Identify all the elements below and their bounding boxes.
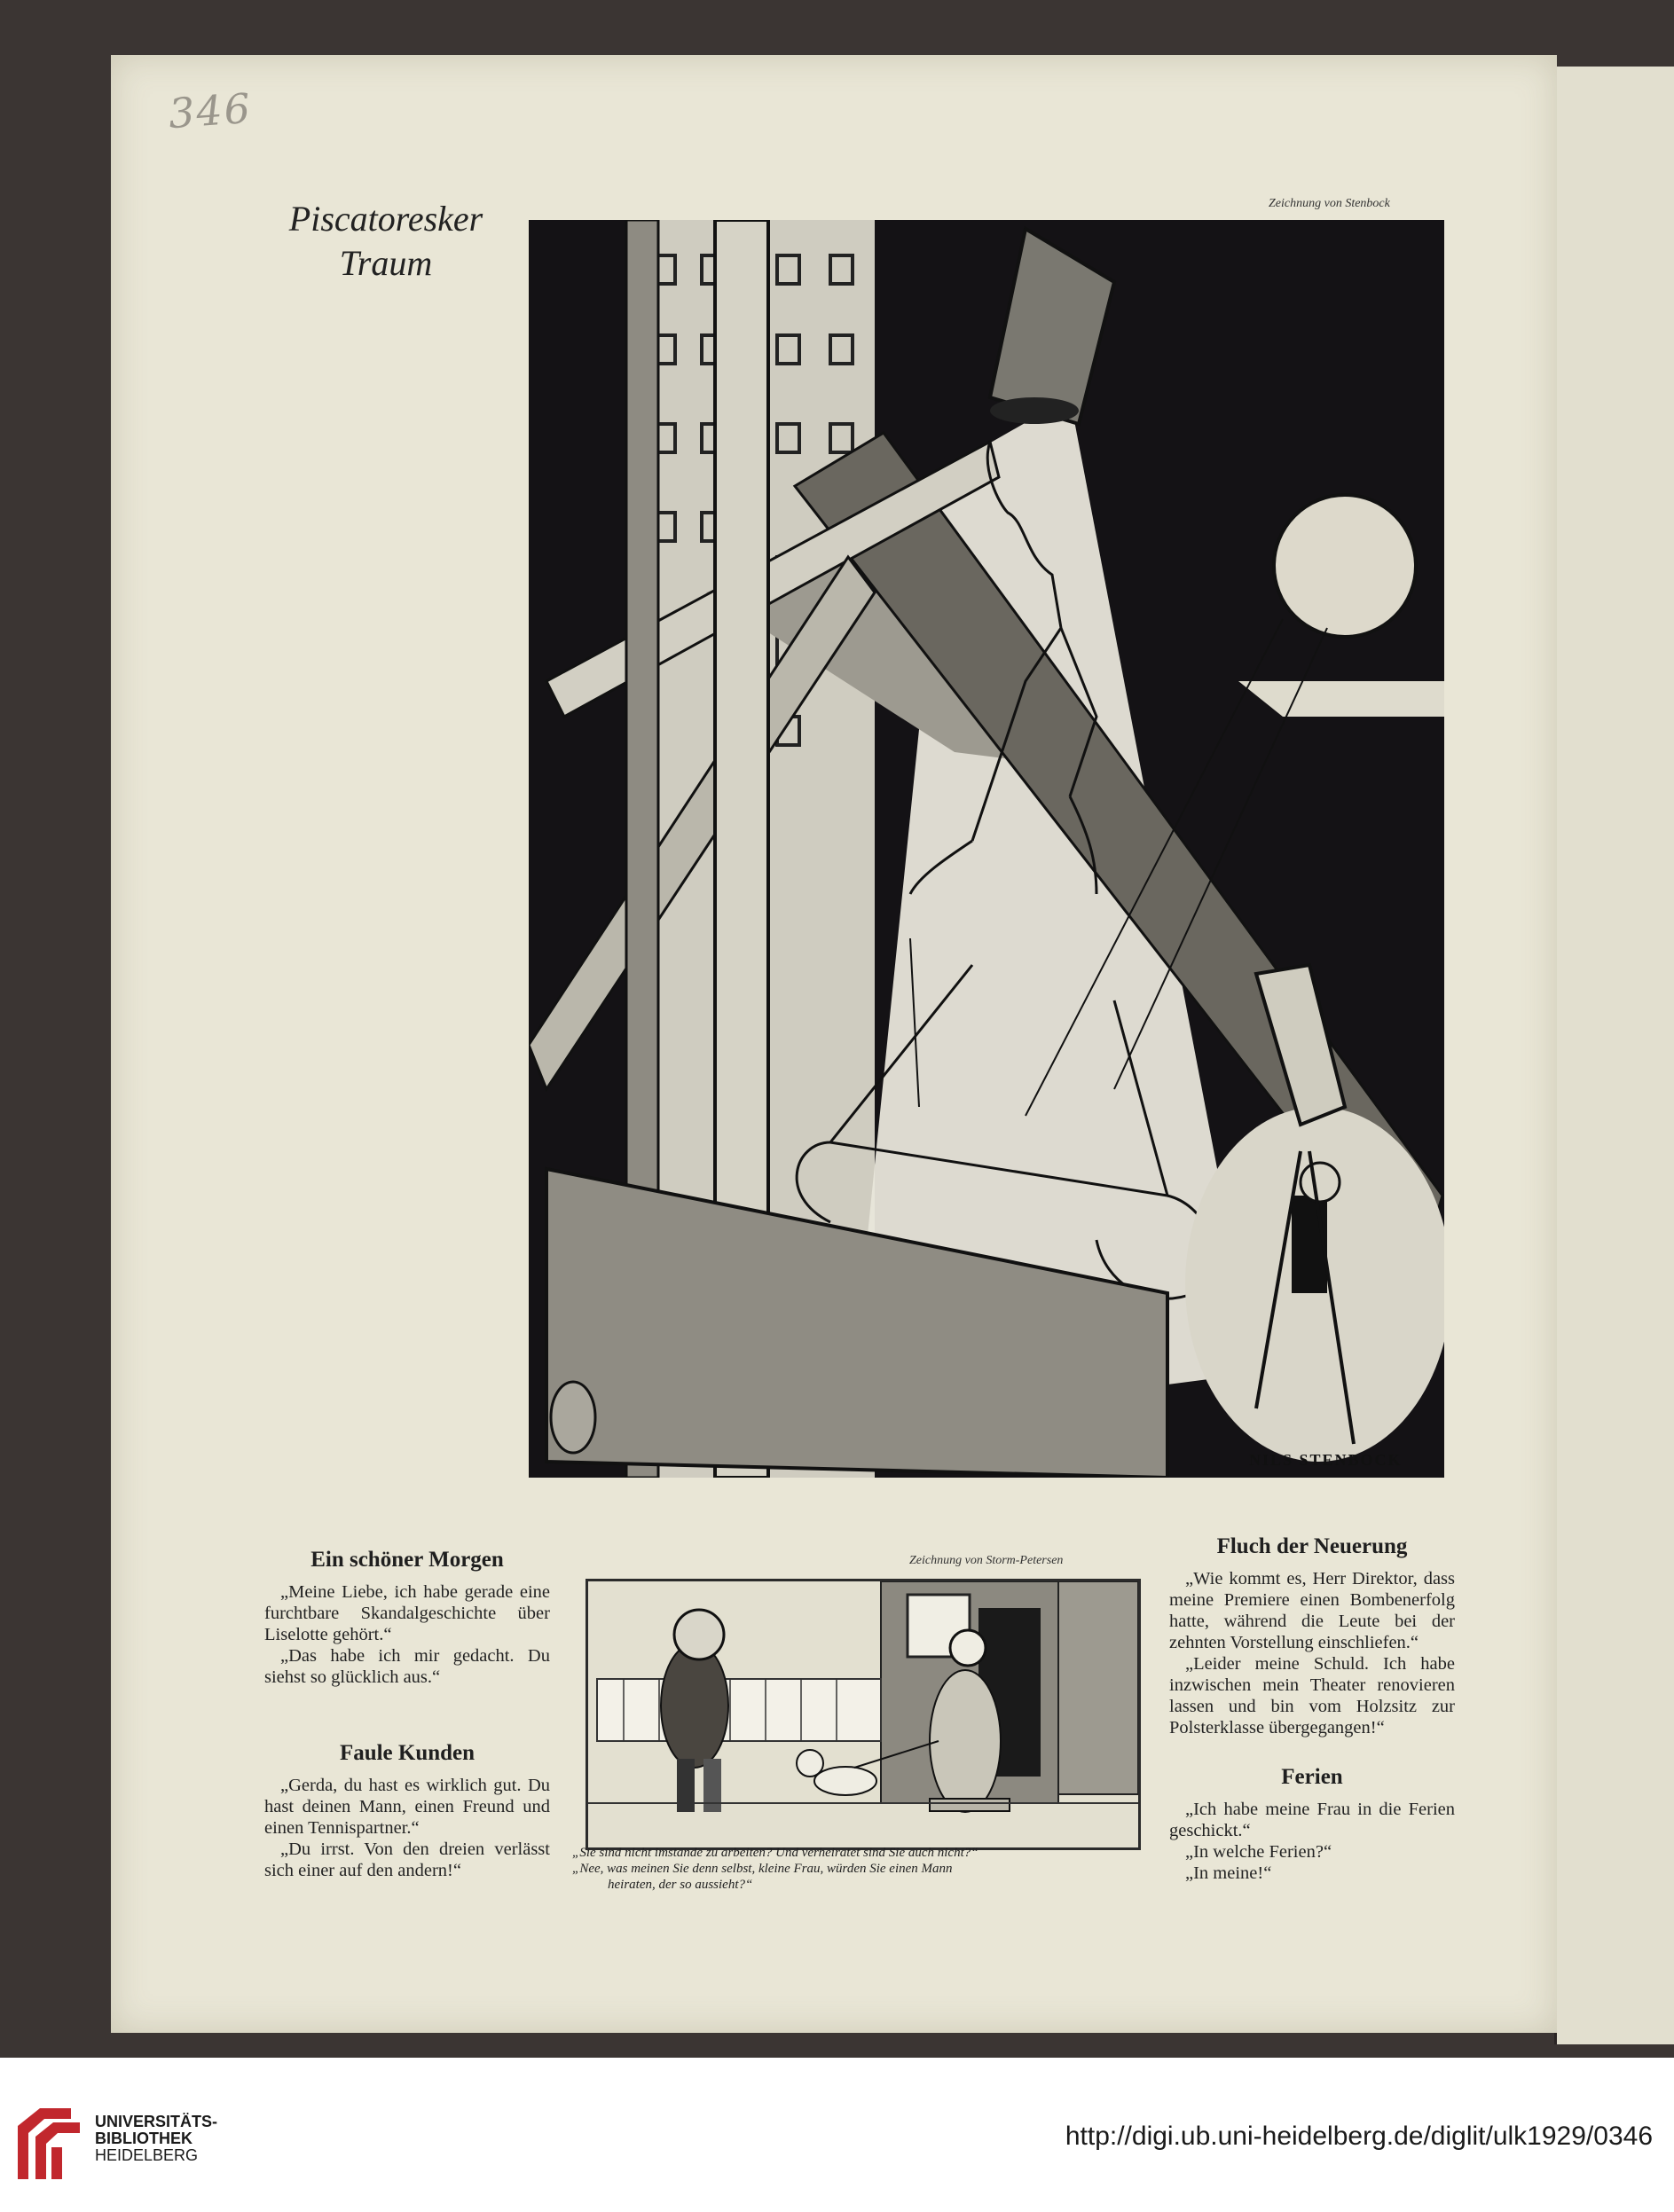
library-name-line3: HEIDELBERG bbox=[95, 2146, 199, 2164]
paragraph: „Gerda, du hast es wirklich gut. Du hast deinen Mann, einen Freund und einen Tennispartner.“ bbox=[264, 1776, 550, 1838]
paragraph: „Das habe ich mir gedacht. Du siehst so glücklich aus.“ bbox=[264, 1646, 550, 1687]
library-footer bbox=[0, 2058, 1674, 2212]
library-name bbox=[95, 2114, 217, 2164]
article-title: Fluch der Neuerung bbox=[1216, 1534, 1408, 1558]
library-logo-icon bbox=[18, 2108, 80, 2179]
handwritten-page-number: 346 bbox=[167, 83, 254, 138]
paragraph: „Ich habe meine Frau in die Ferien geschickt.“ bbox=[1169, 1800, 1455, 1840]
street-scene-drawing bbox=[588, 1581, 1138, 1847]
library-name-line1: UNIVERSITÄTS- bbox=[95, 2113, 218, 2130]
right-text-column bbox=[1169, 1534, 1455, 1884]
article-title: Ferien bbox=[1281, 1765, 1343, 1789]
artist-signature: NILS STENBOCK bbox=[1249, 1451, 1403, 1469]
article-title: Faule Kunden bbox=[339, 1741, 475, 1765]
paragraph: „Meine Liebe, ich habe gerade eine furchtbare Skandalgeschichte über Liselotte gehört.“ bbox=[264, 1582, 550, 1644]
paragraph: „Du irrst. Von den dreien verlässt sich einer auf den andern!“ bbox=[264, 1839, 550, 1880]
small-cartoon-illustration bbox=[586, 1579, 1141, 1850]
article-body bbox=[264, 1581, 550, 1688]
permalink-url[interactable]: http://digi.ub.uni-heidelberg.de/diglit/ulk1929/0346 bbox=[1065, 2122, 1653, 2151]
cartoon-title-line2: Traum bbox=[339, 243, 433, 283]
stage-dream-drawing bbox=[529, 220, 1444, 1478]
cartoon-title-line1: Piscatoresker bbox=[288, 199, 483, 239]
article-body bbox=[1169, 1799, 1455, 1884]
left-text-column bbox=[264, 1548, 550, 1881]
main-cartoon-illustration bbox=[529, 220, 1444, 1478]
paragraph: „Leider meine Schuld. Ich habe inzwischen mein Theater renovieren lassen und bin vom Holzsitz zur Polsterklasse übergegangen!“ bbox=[1169, 1654, 1455, 1737]
article-body bbox=[1169, 1568, 1455, 1738]
paragraph: „In meine!“ bbox=[1185, 1863, 1272, 1883]
cartoon-title bbox=[266, 197, 506, 286]
article-title: Ein schöner Morgen bbox=[310, 1548, 504, 1572]
caption-line: „Sie sind nicht imstande zu arbeiten? Und verheiratet sind Sie auch nicht?“ bbox=[572, 1846, 978, 1860]
small-cartoon-caption bbox=[572, 1845, 1149, 1893]
adjacent-page-edge bbox=[1554, 67, 1674, 2044]
caption-line: „Nee, was meinen Sie denn selbst, kleine Frau, würden Sie einen Mann bbox=[572, 1862, 953, 1876]
caption-line: heiraten, der so aussieht?“ bbox=[608, 1878, 753, 1892]
article-body bbox=[264, 1775, 550, 1881]
paragraph: „Wie kommt es, Herr Direktor, dass meine Premiere einen Bombenerfolg hatte, während die Leute bei der zehnten Vorstellung einschliefen.“ bbox=[1169, 1569, 1455, 1652]
paragraph: „In welche Ferien?“ bbox=[1185, 1842, 1332, 1862]
small-cartoon-credit: Zeichnung von Storm-Petersen bbox=[909, 1554, 1064, 1567]
main-cartoon-credit: Zeichnung von Stenbock bbox=[1269, 197, 1390, 210]
library-name-line2: BIBLIOTHEK bbox=[95, 2130, 193, 2147]
